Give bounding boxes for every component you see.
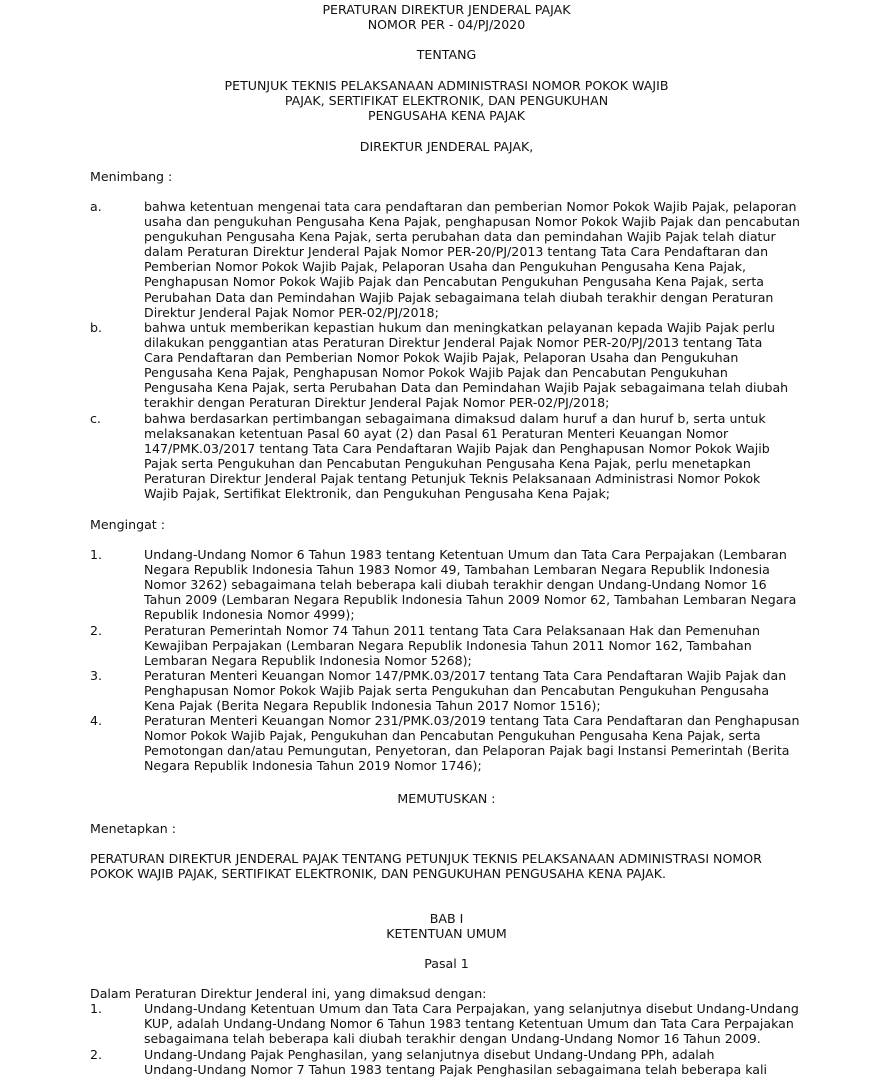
item-marker: 1.	[90, 1001, 103, 1016]
item-marker: 3.	[90, 668, 103, 683]
item-text: Peraturan Menteri Keuangan Nomor 231/PMK.03/2019 tentang Tata Cara Pendaftaran dan Penghapusan Nomor Pokok Wajib Pajak, Pengukuhan dan Pencabutan Pengukuhan Pengusaha Kena Pajak, serta Pemotongan dan/atau Pemungutan, Penyetoran, dan Pelaporan Pajak bagi Instansi Pemerintah (Berita Negara Republik Indonesia Tahun 2019 Nomor 1746);	[144, 713, 800, 774]
item-text: bahwa ketentuan mengenai tata cara pendaftaran dan pemberian Nomor Pokok Wajib Pajak, pelaporan usaha dan pengukuhan Pengusaha Kena Pajak, penghapusan Nomor Pokok Wajib Pajak dan pencabutan pengukuhan Pengusaha Kena Pajak, serta perubahan data dan pemindahan Wajib Pajak telah diatur dalam Peraturan Direktur Jenderal Pajak Nomor PER-20/PJ/2013 tentang Tata Cara Pendaftaran dan Pemberian Nomor Pokok Wajib Pajak, Pelaporan Usaha dan Pengukuhan Pengusaha Kena Pajak, Penghapusan Nomor Pokok Wajib Pajak dan Pencabutan Pengukuhan Pengusaha Kena Pajak, serta Perubahan Data dan Pemindahan Wajib Pajak sebagaimana telah diubah terakhir dengan Peraturan Direktur Jenderal Pajak Nomor PER-02/PJ/2018;	[144, 199, 801, 320]
menetapkan-label: Menetapkan :	[90, 821, 177, 836]
item-marker: b.	[90, 320, 102, 335]
item-marker: c.	[90, 411, 101, 426]
item-marker: 4.	[90, 713, 103, 728]
regulation-subject: PETUNJUK TEKNIS PELAKSANAAN ADMINISTRASI NOMOR POKOK WAJIB PAJAK, SERTIFIKAT ELEKTRONIK, DAN PENGUKUHAN PENGUSAHA KENA PAJAK	[224, 78, 669, 124]
item-marker: 2.	[90, 623, 103, 638]
item-text: Undang-Undang Nomor 6 Tahun 1983 tentang Ketentuan Umum dan Tata Cara Perpajakan (Lembaran Negara Republik Indonesia Tahun 1983 Nomor 49, Tambahan Lembaran Negara Republik Indonesia Nomor 3262) sebagaimana telah beberapa kali diubah terakhir dengan Undang-Undang Nomor 16 Tahun 2009 (Lembaran Negara Republik Indonesia Tahun 2009 Nomor 62, Tambahan Lembaran Negara Republik Indonesia Nomor 4999);	[144, 547, 797, 623]
mengingat-label: Mengingat :	[90, 517, 165, 532]
regulation-number: NOMOR PER - 04/PJ/2020	[367, 17, 526, 32]
item-marker: 2.	[90, 1047, 103, 1062]
pasal-title: Pasal 1	[424, 956, 469, 971]
bab-number: BAB I	[429, 911, 464, 926]
regulation-title: PERATURAN DIREKTUR JENDERAL PAJAK	[322, 2, 571, 17]
memutuskan-heading: MEMUTUSKAN :	[397, 791, 496, 806]
item-text: bahwa berdasarkan pertimbangan sebagaimana dimaksud dalam huruf a dan huruf b, serta untuk melaksanakan ketentuan Pasal 60 ayat (2) dan Pasal 61 Peraturan Menteri Keuangan Nomor 147/PMK.03/2017 tentang Tata Cara Pendaftaran Wajib Pajak dan Penghapusan Nomor Pokok Wajib Pajak serta Pengukuhan dan Pencabutan Pengukuhan Pengusaha Kena Pajak, perlu menetapkan Peraturan Direktur Jenderal Pajak tentang Petunjuk Teknis Pelaksanaan Administrasi Nomor Pokok Wajib Pajak, Sertifikat Elektronik, dan Pengukuhan Pengusaha Kena Pajak;	[144, 411, 770, 502]
item-marker: a.	[90, 199, 102, 214]
item-text: Undang-Undang Ketentuan Umum dan Tata Cara Perpajakan, yang selanjutnya disebut Undang-Undang KUP, adalah Undang-Undang Nomor 6 Tahun 1983 tentang Ketentuan Umum dan Tata Cara Perpajakan sebagaimana telah beberapa kali diubah terakhir dengan Undang-Undang Nomor 16 Tahun 2009.	[144, 1001, 799, 1047]
tentang-heading: TENTANG	[416, 47, 477, 62]
item-marker: 1.	[90, 547, 103, 562]
item-text: Undang-Undang Pajak Penghasilan, yang selanjutnya disebut Undang-Undang PPh, adalah Undang-Undang Nomor 7 Tahun 1983 tentang Pajak Penghasilan sebagaimana telah beberapa kali	[144, 1047, 768, 1078]
bab-title: KETENTUAN UMUM	[386, 926, 507, 941]
pasal-intro: Dalam Peraturan Direktur Jenderal ini, yang dimaksud dengan:	[90, 986, 487, 1001]
item-text: Peraturan Pemerintah Nomor 74 Tahun 2011 tentang Tata Cara Pelaksanaan Hak dan Pemenuhan Kewajiban Perpajakan (Lembaran Negara Republik Indonesia Tahun 2011 Nomor 162, Tambahan Lembaran Negara Republik Indonesia Nomor 5268);	[144, 623, 760, 669]
menimbang-label: Menimbang :	[90, 169, 173, 184]
item-text: bahwa untuk memberikan kepastian hukum dan meningkatkan pelayanan kepada Wajib Pajak perlu dilakukan penggantian atas Peraturan Direktur Jenderal Pajak Nomor PER-20/PJ/2013 tentang Tata Cara Pendaftaran dan Pemberian Nomor Pokok Wajib Pajak, Pelaporan Usaha dan Pengukuhan Pengusaha Kena Pajak, Penghapusan Nomor Pokok Wajib Pajak dan Pencabutan Pengukuhan Pengusaha Kena Pajak, serta Perubahan Data dan Pemindahan Wajib Pajak sebagaimana telah diubah terakhir dengan Peraturan Direktur Jenderal Pajak Nomor PER-02/PJ/2018;	[144, 320, 789, 411]
item-text: Peraturan Menteri Keuangan Nomor 147/PMK.03/2017 tentang Tata Cara Pendaftaran Wajib Pajak dan Penghapusan Nomor Pokok Wajib Pajak serta Pengukuhan dan Pencabutan Pengukuhan Pengusaha Kena Pajak (Berita Negara Republik Indonesia Tahun 2017 Nomor 1516);	[144, 668, 787, 714]
menetapkan-text: PERATURAN DIREKTUR JENDERAL PAJAK TENTANG PETUNJUK TEKNIS PELAKSANAAN ADMINISTRASI NOMOR POKOK WAJIB PAJAK, SERTIFIKAT ELEKTRONIK, DAN PENGUKUHAN PENGUSAHA KENA PAJAK.	[90, 851, 762, 882]
authority-heading: DIREKTUR JENDERAL PAJAK,	[359, 139, 534, 154]
